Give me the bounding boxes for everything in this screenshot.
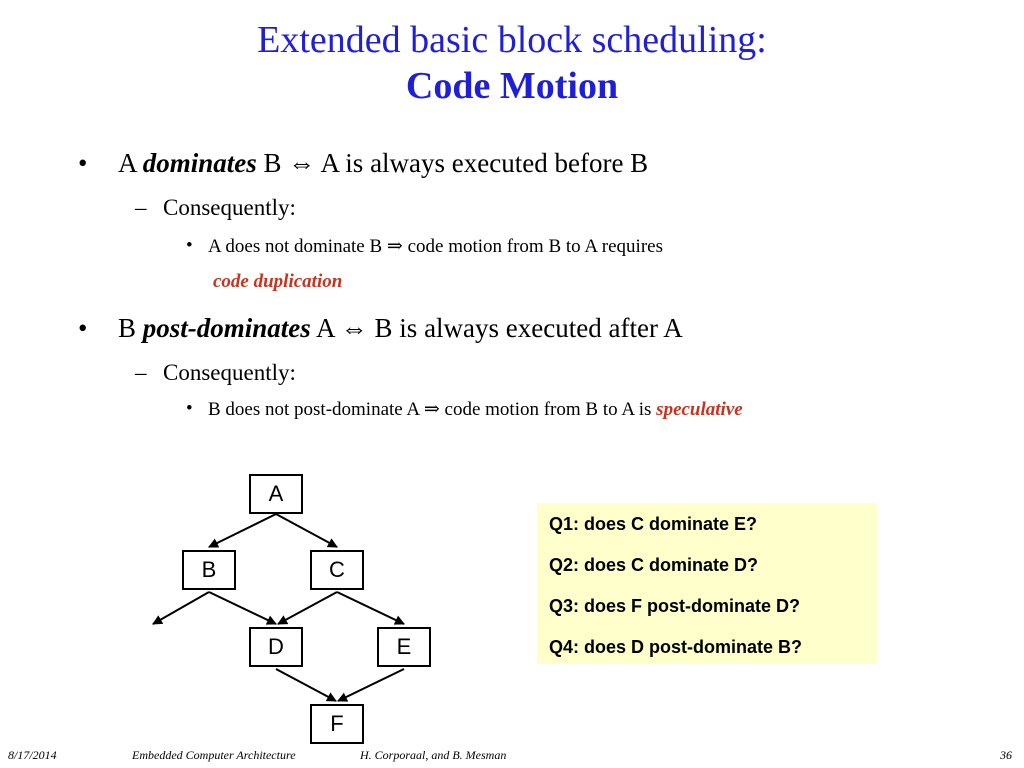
edge-a-c — [276, 514, 337, 547]
edge-b-d — [209, 592, 276, 624]
edge-a-b — [209, 514, 276, 547]
dash-icon: – — [135, 195, 147, 220]
highlight-text: code duplication — [213, 271, 343, 292]
question-2: Q2: does C dominate D? — [549, 555, 759, 575]
node-a: A — [249, 474, 303, 514]
edge-b-out — [153, 592, 209, 624]
bullet-emphasis: post-dominates — [142, 313, 311, 343]
bullet-prefix: A — [118, 148, 143, 178]
subsub-bullet-text: A does not dominate B ⇒ code motion from B to A requires — [208, 236, 663, 257]
sub-bullet-text: Consequently: — [163, 195, 296, 220]
bullet-rest: A ⇔ B is always executed after A — [310, 313, 683, 343]
question-1: Q1: does C dominate E? — [549, 514, 758, 534]
node-c: C — [310, 550, 364, 590]
bullet-dot-icon: • — [78, 313, 88, 343]
footer-page-number: 36 — [1000, 748, 1012, 762]
sub-bullet-text: Consequently: — [163, 360, 296, 385]
node-b: B — [182, 550, 236, 590]
question-4: Q4: does D post-dominate B? — [549, 637, 803, 657]
edge-d-f — [276, 669, 336, 701]
bullet-prefix: B — [118, 313, 143, 343]
edge-c-e — [337, 592, 404, 624]
node-d: D — [249, 627, 303, 667]
footer-authors: H. Corporaal, and B. Mesman — [360, 748, 507, 762]
question-3: Q3: does F post-dominate D? — [549, 596, 801, 616]
footer-course: Embedded Computer Architecture — [132, 748, 296, 762]
node-e: E — [377, 627, 431, 667]
bullet-dot-icon: • — [78, 148, 88, 178]
bullet-dot-icon: • — [186, 235, 193, 256]
bullet-rest: B ⇔ A is always executed before B — [256, 148, 649, 178]
bullet-emphasis: dominates — [142, 148, 257, 178]
node-f: F — [310, 704, 364, 744]
title-line-1: Extended basic block scheduling: — [257, 19, 767, 61]
dash-icon: – — [135, 360, 147, 385]
edge-e-f — [338, 669, 404, 701]
title-line-2: Code Motion — [405, 64, 619, 107]
questions-box — [537, 503, 877, 664]
bullet-dot-icon: • — [186, 398, 193, 419]
highlight-text: speculative — [656, 399, 743, 420]
edge-c-d — [278, 592, 337, 624]
footer-date: 8/17/2014 — [8, 748, 57, 762]
subsub-bullet-text: B does not post-dominate A ⇒ code motion from B to A is — [208, 399, 657, 420]
